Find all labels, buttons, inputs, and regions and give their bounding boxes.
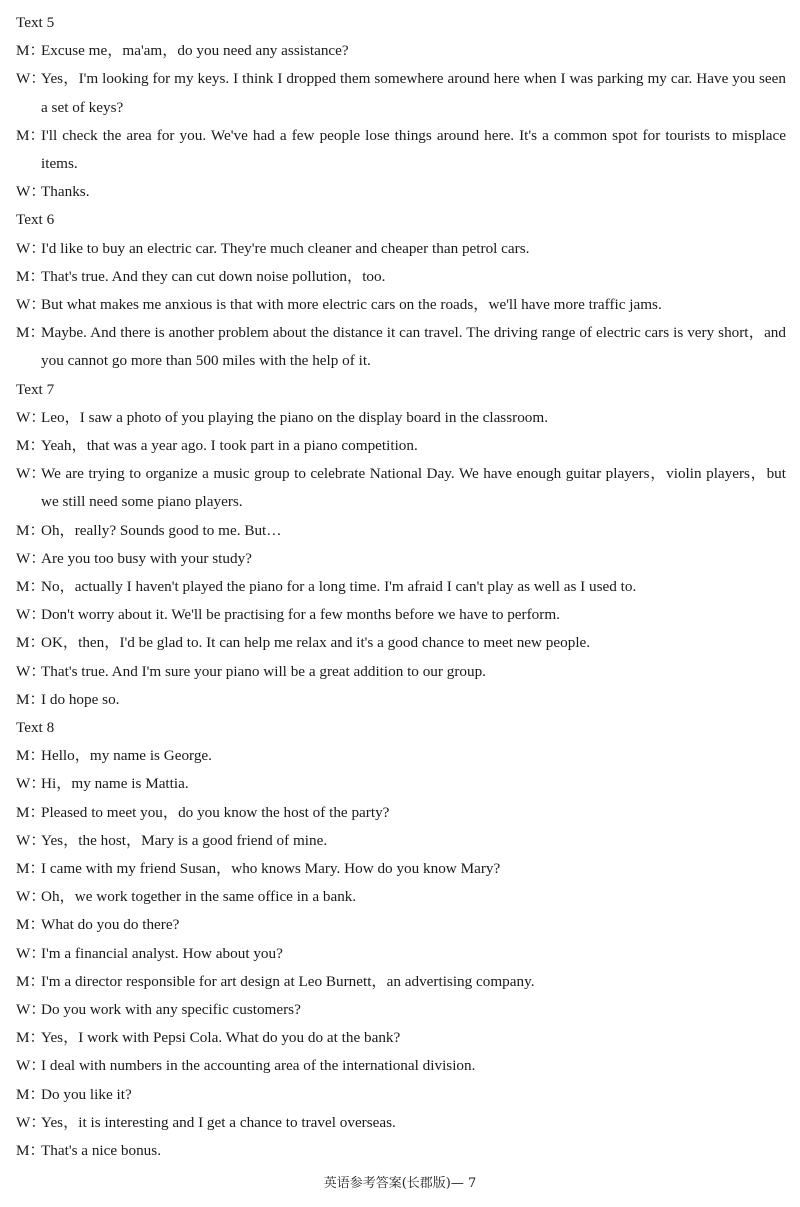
dialogue-text: That's true. And I'm sure your piano will be a great addition to our group. (41, 662, 486, 680)
speaker-label: W： (16, 1057, 46, 1075)
dialogue-line (16, 545, 786, 573)
speaker-label: W： (16, 831, 46, 849)
dialogue-line (16, 686, 786, 714)
dialogue-line (16, 460, 786, 516)
section-heading: Text 8 (16, 719, 55, 737)
dialogue-line (16, 235, 786, 263)
dialogue-text: Oh，really? Sounds good to me. But… (41, 521, 282, 539)
page-footer: 英语参考答案(长郡版)— 7 (323, 1176, 477, 1191)
speaker-label: M： (16, 803, 45, 821)
dialogue-text: Yes，it is interesting and I get a chance to travel overseas. (41, 1113, 396, 1131)
dialogue-line (16, 37, 786, 65)
dialogue-text: I do hope so. (41, 690, 120, 708)
dialogue-line (16, 517, 786, 545)
speaker-label: M： (16, 1085, 45, 1103)
dialogue-line (16, 855, 786, 883)
dialogue-text: I'll check the area for you. We've had a few people lose things around here. It's a common spot for tourists to misplace items. (41, 126, 786, 172)
dialogue-text: Excuse me，ma'am，do you need any assistance? (41, 42, 349, 60)
speaker-label: M： (16, 578, 45, 596)
dialogue-line (16, 573, 786, 601)
dialogue-text: Do you like it? (41, 1085, 132, 1103)
dialogue-text: Yes，I'm looking for my keys. I think I dropped them somewhere around here when I was parking my car. Have you seen a set of keys? (41, 70, 786, 116)
section-heading: Text 7 (16, 380, 55, 398)
dialogue-line (16, 319, 786, 375)
section-heading: Text 5 (16, 14, 55, 31)
dialogue-line (16, 629, 786, 657)
dialogue-line (16, 940, 786, 968)
dialogue-text: Don't worry about it. We'll be practising for a few months before we have to perform. (41, 606, 560, 624)
dialogue-text: Yes，the host，Mary is a good friend of mine. (41, 831, 328, 849)
speaker-label: M： (16, 267, 45, 285)
speaker-label: M： (16, 437, 45, 454)
speaker-label: M： (16, 521, 45, 539)
speaker-label: M： (16, 1142, 45, 1160)
speaker-label: W： (16, 70, 46, 88)
dialogue-line (16, 770, 786, 798)
dialogue-line (16, 1081, 786, 1109)
speaker-label: W： (16, 1113, 46, 1131)
speaker-label: W： (16, 408, 46, 426)
dialogue-text: Hi，my name is Mattia. (41, 775, 189, 793)
dialogue-text: Oh，we work together in the same office in a bank. (41, 888, 357, 906)
speaker-label: W： (16, 944, 46, 962)
dialogue-line (16, 178, 786, 206)
dialogue-text: We are trying to organize a music group to celebrate National Day. We have enough guitar players，violin players，but we still need some piano players. (41, 465, 786, 511)
dialogue-line (16, 968, 786, 996)
speaker-label: M： (16, 42, 45, 60)
dialogue-text: OK，then，I'd be glad to. It can help me relax and it's a good chance to meet new people. (41, 634, 591, 652)
dialogue-line (16, 742, 786, 770)
speaker-label: W： (16, 549, 46, 567)
speaker-label: M： (16, 1029, 45, 1047)
dialogue-line (16, 911, 786, 939)
speaker-label: W： (16, 1001, 46, 1019)
dialogue-text: I'm a financial analyst. How about you? (41, 944, 283, 962)
dialogue-line (16, 1052, 786, 1080)
dialogue-line (16, 122, 786, 178)
text-section (16, 206, 786, 375)
dialogue-text: Are you too busy with your study? (41, 549, 252, 567)
dialogue-text: Do you work with any specific customers? (41, 1001, 301, 1019)
dialogue-text: Pleased to meet you，do you know the host of the party? (41, 803, 390, 821)
speaker-label: M： (16, 916, 45, 934)
dialogue-text: No，actually I haven't played the piano for a long time. I'm afraid I can't play as well as I used to. (41, 578, 637, 596)
speaker-label: W： (16, 183, 46, 201)
dialogue-line (16, 263, 786, 291)
dialogue-text: I came with my friend Susan，who knows Mary. How do you know Mary? (41, 860, 501, 878)
speaker-label: W： (16, 239, 46, 257)
dialogue-line (16, 996, 786, 1024)
text-section (16, 9, 786, 206)
speaker-label: M： (16, 747, 45, 765)
dialogue-line (16, 827, 786, 855)
section-heading: Text 6 (16, 211, 55, 229)
text-section (16, 714, 786, 1165)
speaker-label: M： (16, 126, 45, 144)
dialogue-line (16, 799, 786, 827)
dialogue-text: What do you do there? (41, 916, 180, 934)
speaker-label: W： (16, 296, 46, 313)
dialogue-text: I'm a director responsible for art design at Leo Burnett，an advertising company. (41, 972, 535, 990)
speaker-label: W： (16, 662, 46, 680)
dialogue-line (16, 1109, 786, 1137)
speaker-label: M： (16, 324, 45, 342)
dialogue-text: I'd like to buy an electric car. They're much cleaner and cheaper than petrol cars. (41, 239, 530, 257)
dialogue-line (16, 1024, 786, 1052)
speaker-label: M： (16, 690, 45, 708)
dialogue-line (16, 432, 786, 460)
dialogue-text: Yeah，that was a year ago. I took part in a piano competition. (41, 437, 418, 454)
dialogue-text: Leo，I saw a photo of you playing the piano on the display board in the classroom. (41, 408, 548, 426)
dialogue-line (16, 65, 786, 121)
dialogue-line (16, 404, 786, 432)
speaker-label: W： (16, 606, 46, 624)
speaker-label: W： (16, 888, 46, 906)
dialogue-line (16, 1137, 786, 1165)
dialogue-text: Hello，my name is George. (41, 747, 212, 765)
speaker-label: W： (16, 775, 46, 793)
speaker-label: M： (16, 860, 45, 878)
dialogue-line (16, 291, 786, 319)
dialogue-text: Yes，I work with Pepsi Cola. What do you do at the bank? (41, 1029, 401, 1047)
dialogue-line (16, 883, 786, 911)
dialogue-text: But what makes me anxious is that with more electric cars on the roads，we'll have more traffic jams. (41, 296, 662, 313)
speaker-label: M： (16, 972, 45, 990)
dialogue-line (16, 658, 786, 686)
dialogue-text: That's true. And they can cut down noise pollution，too. (41, 267, 386, 285)
text-section (16, 376, 786, 714)
dialogue-text: Maybe. And there is another problem about the distance it can travel. The driving range of electric cars is very short，and you cannot go more than 500 miles with the help of it. (41, 324, 786, 370)
dialogue-text: Thanks. (41, 183, 90, 201)
dialogue-text: That's a nice bonus. (41, 1142, 161, 1160)
dialogue-text: I deal with numbers in the accounting area of the international division. (41, 1057, 476, 1075)
transcript (16, 9, 786, 1165)
speaker-label: M： (16, 634, 45, 652)
dialogue-line (16, 601, 786, 629)
speaker-label: W： (16, 465, 46, 483)
